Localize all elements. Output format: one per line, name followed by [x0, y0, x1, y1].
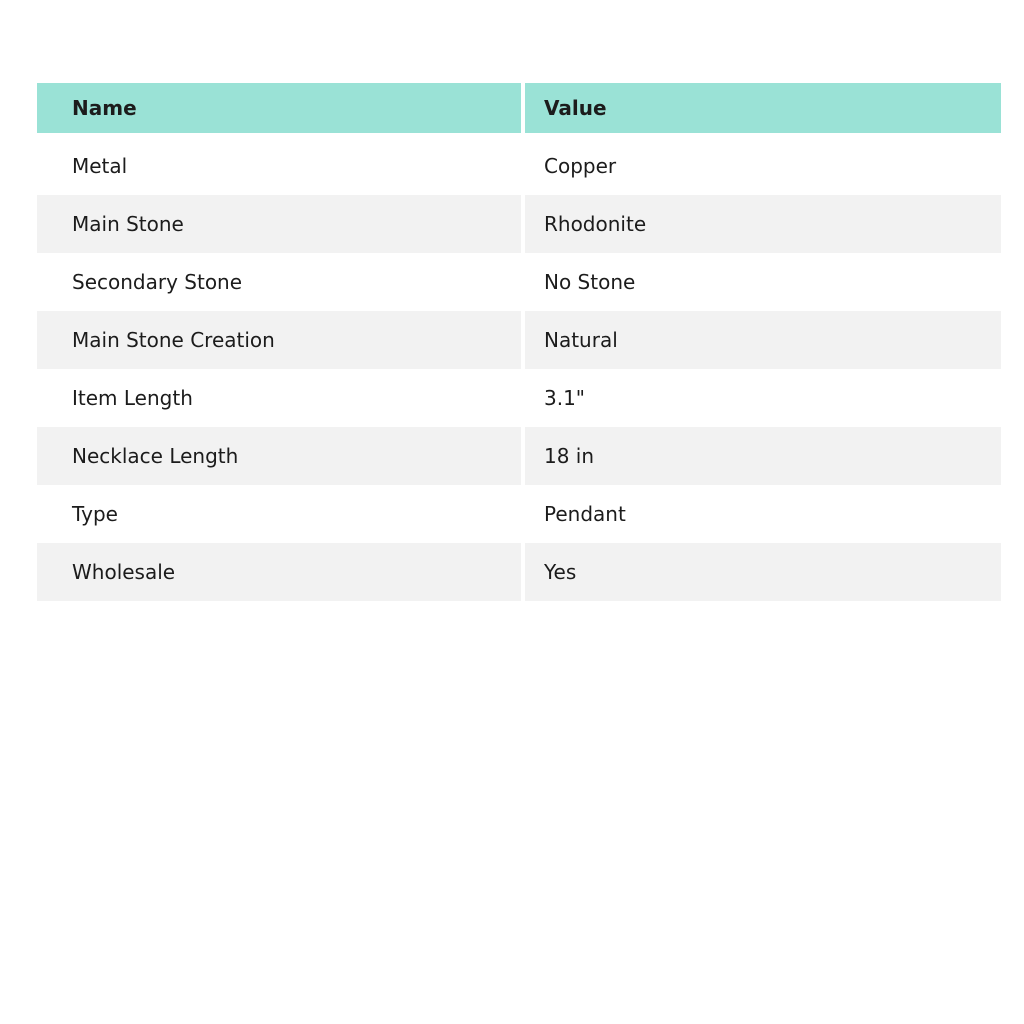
attribute-value: Copper [521, 137, 1001, 195]
attribute-name: Secondary Stone [72, 270, 243, 294]
attribute-name: Main Stone [72, 212, 184, 236]
attribute-name: Wholesale [72, 560, 176, 584]
attribute-name: Necklace Length [72, 444, 239, 468]
attribute-name: Type [72, 502, 118, 526]
attribute-value: 3.1" [521, 369, 1001, 427]
table-row [37, 427, 1001, 485]
column-header-value: Value [521, 83, 1001, 133]
table-header-row [37, 83, 1001, 133]
table-row [37, 195, 1001, 253]
attribute-value: Yes [521, 543, 1001, 601]
attribute-name: Metal [72, 154, 128, 178]
table-row [37, 137, 1001, 195]
table-row [37, 543, 1001, 601]
column-header-name: Name [72, 96, 137, 120]
attribute-name: Item Length [72, 386, 193, 410]
attribute-name: Main Stone Creation [72, 328, 275, 352]
table-row [37, 369, 1001, 427]
attribute-value: Natural [521, 311, 1001, 369]
attribute-value: No Stone [521, 253, 1001, 311]
table-row [37, 485, 1001, 543]
attribute-value: Rhodonite [521, 195, 1001, 253]
product-attributes-table [37, 83, 1001, 601]
table-row [37, 311, 1001, 369]
table-row [37, 253, 1001, 311]
attribute-value: Pendant [521, 485, 1001, 543]
attribute-value: 18 in [521, 427, 1001, 485]
